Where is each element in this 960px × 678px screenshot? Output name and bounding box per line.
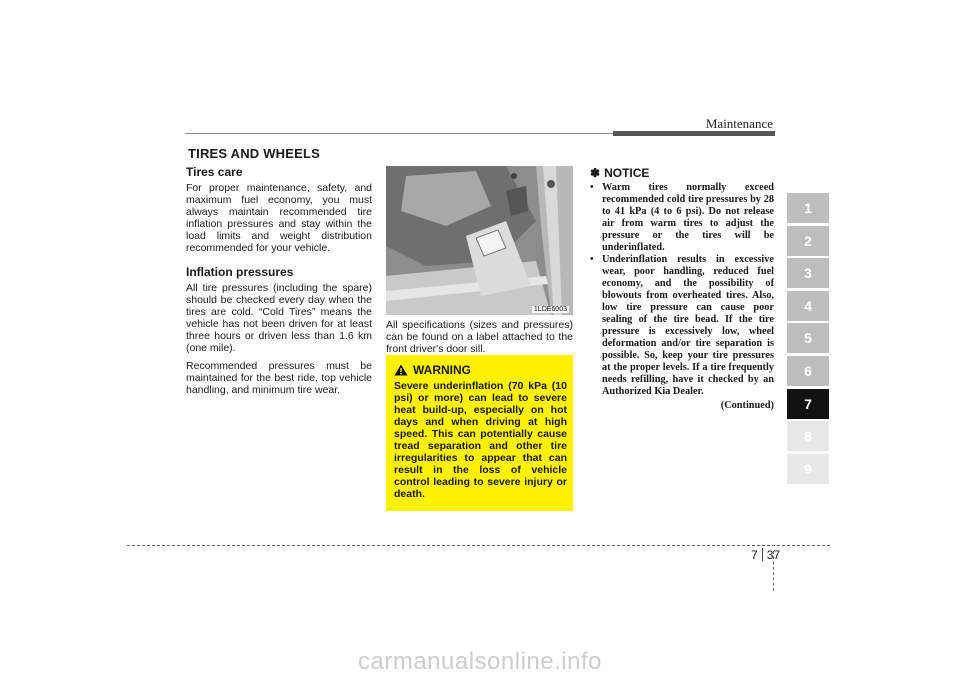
- tires-care-heading: Tires care: [186, 165, 243, 179]
- chapter-tab-6[interactable]: 6: [787, 356, 829, 386]
- chapter-tabs: [787, 193, 829, 486]
- notice-item-text: Warm tires normally exceed recommended cold tire pressures by 28 to 41 kPa (4 to 6 psi). Do not release air from warm tires to adjust the pressure or the tires will be underinflated.: [602, 182, 774, 253]
- continued-label: (Continued): [720, 400, 774, 411]
- warning-box: [386, 355, 573, 511]
- spec-location-text: All specifications (sizes and pressures) can be found on a label attached to the front driver's door sill.: [386, 319, 573, 355]
- page-chapter: 7: [751, 548, 758, 562]
- notice-list: [590, 182, 774, 398]
- inflation-para-2: Recommended pressures must be maintained for the best ride, top vehicle handling, and minimum tire wear.: [186, 360, 372, 396]
- notice-header: [590, 166, 774, 180]
- warning-triangle-icon: [394, 364, 408, 376]
- watermark: carmanualsonline.info: [358, 648, 602, 675]
- bullet-icon: •: [590, 182, 594, 193]
- chapter-tab-9[interactable]: 9: [787, 454, 829, 484]
- notice-star-icon: ✽: [590, 166, 601, 180]
- warning-body: Severe underinflation (70 kPa (10 psi) or more) can lead to severe heat build-up, especially on hot days and when driving at high speed. This can potentially cause tread separation and other tire irregularities to appear that can result in the loss of vehicle control leading to severe injury or death.: [394, 380, 567, 500]
- door-sill-photo: [386, 166, 573, 315]
- photo-code: 1LDE6003: [533, 306, 567, 313]
- header-rule: [185, 133, 613, 134]
- warning-header: [394, 363, 567, 377]
- notice-block: [590, 166, 774, 411]
- notice-item-text: Underinflation results in excessive wear, poor handling, reduced fuel economy, and the possibility of blowouts from overheated tires. Also, low tire pressure can cause poor sealing of the tire bead. If the tire pressure is excessively low, wheel deformation and/or tire separation is possible. So, keep your tire pressures at the proper levels. If a tire frequently needs refilling, have it checked by an Authorized Kia Dealer.: [602, 254, 774, 397]
- notice-item: [590, 254, 774, 398]
- chapter-tab-2[interactable]: 2: [787, 226, 829, 256]
- chapter-tab-7[interactable]: 7: [787, 389, 829, 419]
- chapter-tab-3[interactable]: 3: [787, 258, 829, 288]
- notice-label: NOTICE: [604, 166, 650, 180]
- footer-rule: [127, 545, 830, 546]
- page-number-value: 37: [766, 548, 781, 562]
- door-sill-illustration: [386, 166, 573, 315]
- chapter-tab-1[interactable]: 1: [787, 193, 829, 223]
- inflation-heading: Inflation pressures: [186, 265, 294, 279]
- chapter-tab-5[interactable]: 5: [787, 323, 829, 353]
- chapter-tab-4[interactable]: 4: [787, 291, 829, 321]
- bullet-icon: •: [590, 254, 594, 265]
- tires-care-body: For proper maintenance, safety, and maximum fuel economy, you must always maintain recommended tire inflation pressures and stay within the load limits and weight distribution recommended for your vehicle.: [186, 182, 372, 254]
- warning-label: WARNING: [413, 363, 471, 377]
- chapter-tab-8[interactable]: 8: [787, 421, 829, 451]
- inflation-para-1: All tire pressures (including the spare) should be checked every day when the tires are cold. “Cold Tires” means the vehicle has not been driven for at least three hours or driven less than 1.6 km (one mile).: [186, 282, 372, 354]
- notice-item: [590, 182, 774, 254]
- page-header-title: Maintenance: [705, 116, 773, 131]
- page-number: [751, 548, 780, 562]
- header-bar: [613, 131, 775, 136]
- section-title: TIRES AND WHEELS: [188, 146, 321, 161]
- left-column: [186, 166, 372, 402]
- page-number-separator: [762, 548, 763, 561]
